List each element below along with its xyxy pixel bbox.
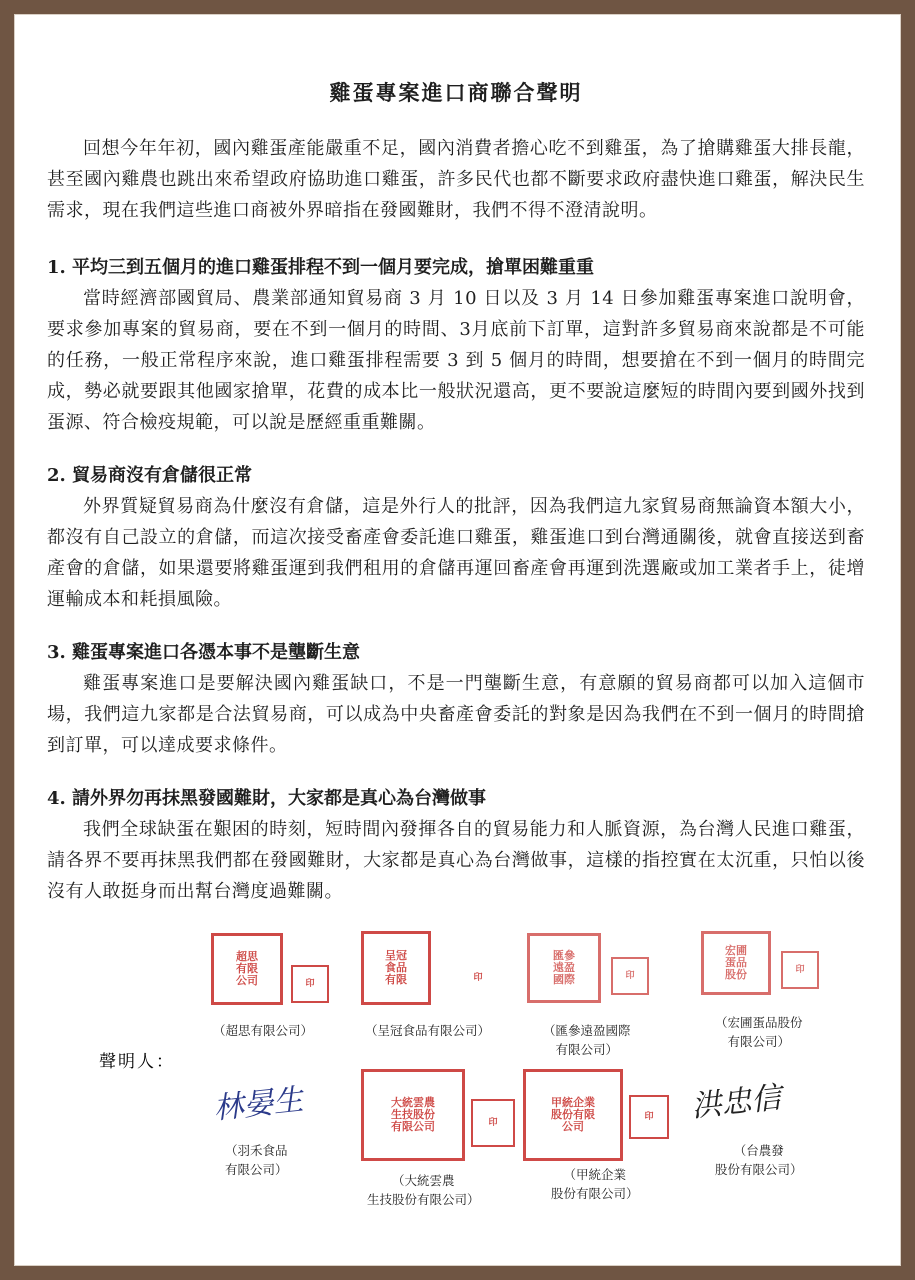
person-seal-chengguan: 印 [473, 973, 483, 983]
document-page [14, 14, 901, 1266]
company-seal-chengguan: 呈冠 食品 有限 [361, 931, 431, 1005]
person-seal-chaosi: 印 [291, 965, 329, 1003]
person-seal-datong: 印 [471, 1099, 515, 1147]
section-1-heading: 1. 平均三到五個月的進口雞蛋排程不到一個月要完成，搶單困難重重 [47, 257, 595, 278]
company-seal-chaosi: 超思 有限 公司 [211, 933, 283, 1005]
signatory-yuhe: （羽禾食品 有限公司） [225, 1143, 288, 1177]
company-seal-huican: 匯參 遠盈 國際 [527, 933, 601, 1003]
signatory-chaosi: （超思有限公司） [213, 1023, 314, 1038]
company-seal-jiatong: 甲統企業 股份有限 公司 [523, 1069, 623, 1161]
document-title: 雞蛋專案進口商聯合聲明 [329, 80, 583, 105]
intro-paragraph: 回想今年年初，國內雞蛋產能嚴重不足，國內消費者擔心吃不到雞蛋，為了搶購雞蛋大排長龍，甚至國內雞農也跳出來希望政府協助進口雞蛋，許多民代也都不斷要求政府盡快進口雞蛋，解決民生需求，現在我們這些進口商被外界暗指在發國難財，我們不得不澄清說明。 [47, 138, 865, 221]
person-seal-hongpu: 印 [781, 951, 819, 989]
signatory-hongpu: （宏圃蛋品股份 有限公司） [715, 1015, 803, 1049]
person-seal-huican: 印 [611, 957, 649, 995]
company-seal-hongpu: 宏圃 蛋品 股份 [701, 931, 771, 995]
section-3-heading: 3. 雞蛋專案進口各憑本事不是壟斷生意 [47, 642, 361, 663]
signatory-chengguan: （呈冠食品有限公司） [365, 1023, 491, 1038]
section-2-body: 外界質疑貿易商為什麼沒有倉儲，這是外行人的批評，因為我們這九家貿易商無論資本額大小，都沒有自己設立的倉儲，而這次接受畜產會委託進口雞蛋，雞蛋進口到台灣通關後，就會直接送到畜產會的倉儲，如果還要將雞蛋運到我們租用的倉儲再運回畜產會再運到洗選廠或加工業者手上，徒增運輸成本和耗損風險。 [47, 496, 865, 610]
signatory-jiatong: （甲統企業 股份有限公司） [551, 1167, 639, 1201]
signatory-huican: （匯參遠盈國際 有限公司） [543, 1023, 631, 1057]
signatory-datong: （大統雲農 生技股份有限公司） [367, 1173, 480, 1207]
section-1-body: 當時經濟部國貿局、農業部通知貿易商 3 月 10 日以及 3 月 14 日參加雞蛋專案進口說明會，要求參加專案的貿易商，要在不到一個月的時間、3月底前下訂單，這對許多貿易商來說都是不可能的任務，一般正常程序來說，進口雞蛋排程需要 3 到 5 個月的時間，想要搶在不到一個月的時間完成，勢必就要跟其他國家搶單，花費的成本比一般狀況還高，更不要說這麼短的時間內要到國外找到蛋源、符合檢疫規範，可以說是歷經重重難關。 [47, 288, 865, 433]
person-seal-jiatong: 印 [629, 1095, 669, 1139]
signature-tainongfa: 洪忠信 [689, 1080, 783, 1125]
statement-body [47, 77, 865, 907]
company-seal-datong: 大統雲農 生技股份 有限公司 [361, 1069, 465, 1161]
section-3-body: 雞蛋專案進口是要解決國內雞蛋缺口，不是一門壟斷生意，有意願的貿易商都可以加入這個市場，我們這九家都是合法貿易商，可以成為中央畜產會委託的對象是因為我們在不到一個月的時間搶到訂單，可以達成要求條件。 [47, 673, 865, 756]
section-2-heading: 2. 貿易商沒有倉儲很正常 [47, 465, 253, 486]
section-4-body: 我們全球缺蛋在艱困的時刻，短時間內發揮各自的貿易能力和人脈資源，為台灣人民進口雞蛋，請各界不要再抹黑我們都在發國難財，大家都是真心為台灣做事，這樣的指控實在太沉重，只怕以後沒有人敢挺身而出幫台灣度過難關。 [47, 819, 865, 902]
section-4-heading: 4. 請外界勿再抹黑發國難財，大家都是真心為台灣做事 [47, 788, 487, 809]
declarer-label: 聲明人： [99, 1052, 175, 1072]
signature-yuhe: 林晏生 [211, 1082, 305, 1127]
signatory-tainongfa: （台農發 股份有限公司） [715, 1143, 803, 1177]
